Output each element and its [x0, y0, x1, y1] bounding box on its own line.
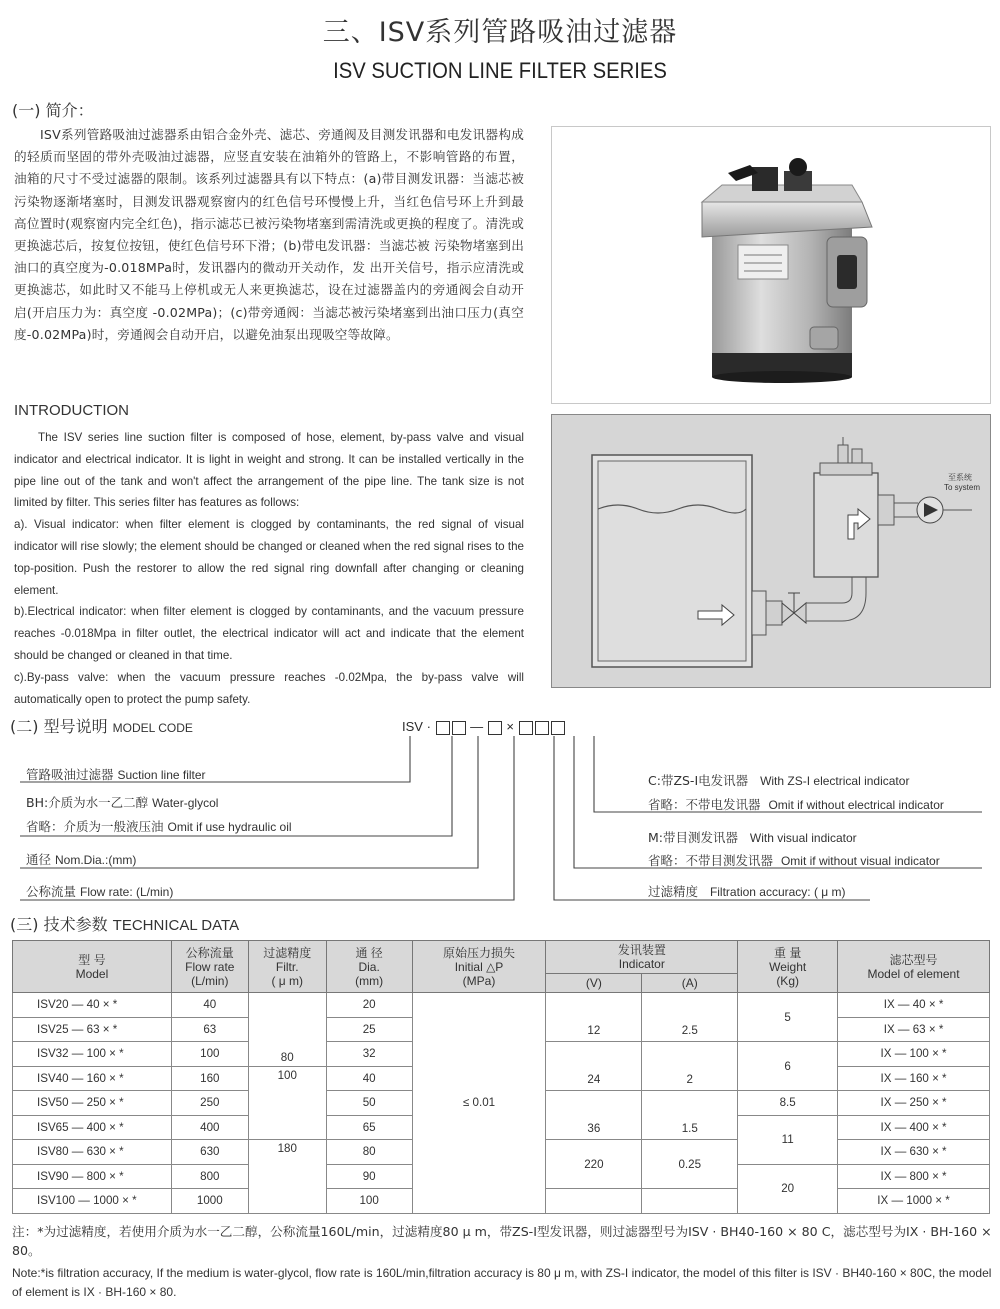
cell-current: 2: [642, 1042, 738, 1091]
th-model-cn: 型 号: [78, 952, 106, 967]
cell-voltage: 36: [546, 1091, 642, 1140]
th-dia-en: Dia.: [358, 959, 380, 974]
cell-pressure: ≤ 0.01: [412, 993, 546, 1214]
cell-weight: 5: [738, 993, 838, 1042]
code-x: ×: [506, 719, 514, 734]
model-code-heading-en: MODEL CODE: [112, 721, 193, 735]
accuracy-cn: 过滤精度: [648, 884, 699, 899]
cell-dia: 25: [326, 1017, 412, 1042]
note-cn: 注：*为过滤精度，若使用介质为水一乙二醇，公称流量160L/min，过滤精度80 μ m，带ZS-I型发讯器，则过滤器型号为ISV · BH40-160 × 80 C，滤芯型号为IX · BH-160 × 80。: [12, 1224, 992, 1258]
cell-element: IX — 630 × *: [838, 1140, 990, 1165]
cell-voltage: 220: [546, 1140, 642, 1189]
cell-model: ISV20 — 40 × *: [13, 993, 172, 1018]
no-electrical-cn: 省略：不带电发讯器: [648, 797, 761, 812]
cell-voltage-empty: [546, 1189, 642, 1214]
tech-data-table: [12, 940, 990, 1214]
cell-dia: 65: [326, 1115, 412, 1140]
suction-filter-cn: 管路吸油过滤器: [26, 767, 114, 782]
cell-flow: 63: [171, 1017, 248, 1042]
cell-model: ISV80 — 630 × *: [13, 1140, 172, 1165]
code-line-electrical: [648, 771, 909, 789]
installation-diagram-svg: [552, 415, 990, 687]
filter-product-image: [552, 127, 990, 403]
cell-dia: 40: [326, 1066, 412, 1091]
cell-current: 2.5: [642, 993, 738, 1042]
th-press-en: Initial △P: [454, 959, 504, 974]
cell-model: ISV100 — 1000 × *: [13, 1189, 172, 1214]
cell-flow: 250: [171, 1091, 248, 1116]
th-elem-cn: 滤芯型号: [889, 952, 938, 967]
note-en: Note:*is filtration accuracy, If the medium is water-glycol, flow rate is 160L/min,filtration accuracy is 80 μ m, with ZS-I indicator, the model of this filter is ISV · BH40-160 × 80C, the model of element is IX · BH-160 × 80.: [12, 1266, 992, 1299]
th-flow: [171, 941, 248, 993]
th-filtr-unit: ( μ m): [271, 973, 304, 988]
intro-en-paragraph-2: a). Visual indicator: when filter element is clogged by contaminants, the red signal of visual indicator will rise slowly; the element should be changed or cleaned when the red signal rises to the top-position. Push the restorer to allow the red signal ring downfall after changing or cleaning element.: [14, 518, 524, 597]
cell-filtr: 180: [248, 1140, 326, 1214]
code-line-water-glycol: [26, 793, 218, 811]
th-weight-cn: 重 量: [773, 945, 802, 960]
code-prefix: ISV ·: [402, 719, 431, 734]
tech-data-heading: [10, 912, 239, 935]
th-press-cn: 原始压力损失: [443, 945, 516, 960]
model-code-heading-cn: (二) 型号说明: [10, 717, 108, 736]
nom-dia-en: Nom.Dia.:(mm): [55, 853, 137, 867]
cell-dia: 100: [326, 1189, 412, 1214]
th-elem-en: Model of element: [867, 966, 960, 981]
hydraulic-oil-cn: 省略：介质为一般液压油: [26, 819, 164, 834]
cell-flow: 40: [171, 993, 248, 1018]
th-filtr-cn: 过滤精度: [263, 945, 312, 960]
th-model-en: Model: [75, 966, 109, 981]
cell-weight: 20: [738, 1164, 838, 1213]
code-dash: —: [470, 719, 484, 734]
code-line-visual: [648, 828, 857, 846]
cell-model: ISV50 — 250 × *: [13, 1091, 172, 1116]
page-title-en: ISV SUCTION LINE FILTER SERIES: [333, 58, 667, 83]
th-filtr-en: Filtr.: [275, 959, 299, 974]
cell-current: 0.25: [642, 1140, 738, 1189]
th-flow-en: Flow rate: [185, 959, 235, 974]
cell-weight: 6: [738, 1042, 838, 1091]
code-line-no-electrical: [648, 795, 944, 813]
code-line-no-visual: [648, 851, 940, 869]
accuracy-en: Filtration accuracy: ( μ m): [709, 885, 846, 899]
flow-rate-cn: 公称流量: [26, 884, 77, 899]
cell-flow: 800: [171, 1164, 248, 1189]
cell-element: IX — 63 × *: [838, 1017, 990, 1042]
th-indicator: [546, 941, 738, 974]
cell-voltage: 24: [546, 1042, 642, 1091]
cell-flow: 400: [171, 1115, 248, 1140]
cell-model: ISV25 — 63 × *: [13, 1017, 172, 1042]
tech-heading-cn: (三) 技术参数: [10, 915, 108, 934]
hydraulic-oil-en: Omit if use hydraulic oil: [167, 820, 292, 834]
installation-diagram: [551, 414, 991, 688]
th-model: [13, 941, 172, 993]
th-element: [838, 941, 990, 993]
table-row: [13, 993, 990, 1018]
cell-current: 1.5: [642, 1091, 738, 1140]
cell-flow: 630: [171, 1140, 248, 1165]
cell-dia: 32: [326, 1042, 412, 1067]
no-visual-en: Omit if without visual indicator: [780, 854, 940, 868]
cell-flow: 1000: [171, 1189, 248, 1214]
cell-flow: 160: [171, 1066, 248, 1091]
no-electrical-en: Omit if without electrical indicator: [768, 798, 944, 812]
intro-en-paragraph-1: The ISV series line suction filter is composed of hose, element, by-pass valve and visual indicator and electrical indicator. It is light in weight and strong. It can be installed vertically in the pipe line out of the tank and won't affect the arrangement of the pipe line. The tank size is not limited by filter. This series filter has features as follows:: [14, 431, 524, 510]
cell-model: ISV32 — 100 × *: [13, 1042, 172, 1067]
introduction-heading: INTRODUCTION: [14, 402, 129, 419]
th-pressure: [412, 941, 546, 993]
cell-flow: 100: [171, 1042, 248, 1067]
cell-element: IX — 1000 × *: [838, 1189, 990, 1214]
nom-dia-cn: 通径: [26, 852, 52, 867]
intro-text-cn: ISV系列管路吸油过滤器系由铝合金外壳、滤芯、旁通阀及目测发讯器和电发讯器构成的轻质而坚固的带外壳吸油过滤器，应竖直安装在油箱外的管路上，不影响管路的布置，油箱的尺寸不受过滤器的限制。该系列过滤器具有以下特点：(a)带目测发讯器：当滤芯被污染物逐渐堵塞时，目测发讯器观察窗内的红色信号环慢慢上升，当红色信号环上升到最高位置时(观察窗内完全红色)，指示滤芯已被污染物堵塞到需清洗或更换的程度了。清洗或更换滤芯后，按复位按钮，使红色信号环下滑；(b)带电发讯器：当滤芯被 污染物堵塞到出油口的真空度为-0.018MPa时，发讯器内的微动开关动作，发 出开关信号，指示应清洗或更换滤芯，如此时又不能马上停机或无人来更换滤芯，设在过滤器盖内的旁通阀会自动开启(开启压力为：真空度 -0.02MPa)；(c)带旁通阀：当滤芯被污染堵塞到出油口压力(真空度-0.02MPa)时，旁通阀会自动开启，以避免油泵出现吸空等故障。: [14, 127, 524, 342]
cell-model: ISV40 — 160 × *: [13, 1066, 172, 1091]
cell-model: ISV90 — 800 × *: [13, 1164, 172, 1189]
page-title-cn: 三、ISV系列管路吸油过滤器: [322, 17, 678, 48]
code-line-hydraulic-oil: [26, 817, 292, 835]
code-line-nom-dia: [26, 850, 136, 868]
cell-element: IX — 40 × *: [838, 993, 990, 1018]
cell-element: IX — 800 × *: [838, 1164, 990, 1189]
th-dia: [326, 941, 412, 993]
intro-en-paragraph-3: b).Electrical indicator: when filter element is clogged by contaminants, and the vacuum pressure reaches -0.018Mpa in filter outlet, the electrical indicator will act and indicate that the element should be changed or cleaned in that time.: [14, 605, 524, 662]
code-line-suction-filter: [26, 765, 206, 783]
water-glycol-cn: BH:介质为水一乙二醇: [26, 795, 149, 810]
cell-element: IX — 100 × *: [838, 1042, 990, 1067]
cell-dia: 90: [326, 1164, 412, 1189]
tech-heading-en: TECHNICAL DATA: [112, 917, 240, 934]
intro-heading: (一) 简介：: [12, 101, 94, 120]
visual-cn: M:带目测发讯器: [648, 830, 738, 845]
cell-dia: 50: [326, 1091, 412, 1116]
code-line-flow-rate: [26, 882, 173, 900]
electrical-en: With ZS-I electrical indicator: [760, 774, 910, 788]
to-system-label-cn: 至系统: [948, 473, 972, 482]
th-dia-cn: 通 径: [355, 945, 383, 960]
product-photo: [551, 126, 991, 404]
th-weight: [738, 941, 838, 993]
th-weight-en: Weight: [769, 959, 807, 974]
cell-dia: 80: [326, 1140, 412, 1165]
cell-element: IX — 400 × *: [838, 1115, 990, 1140]
th-ind-a: (A): [642, 974, 738, 993]
cell-current-empty: [642, 1189, 738, 1214]
th-flow-unit: (L/min): [191, 973, 229, 988]
code-line-accuracy: [648, 882, 846, 900]
th-dia-unit: (mm): [355, 973, 384, 988]
intro-text-en: [14, 427, 524, 710]
no-visual-cn: 省略：不带目测发讯器: [648, 853, 774, 868]
th-weight-unit: (Kg): [776, 973, 799, 988]
to-system-label-en: To system: [944, 483, 981, 492]
th-ind-cn: 发讯装置: [617, 943, 666, 957]
cell-filtr: 80: [248, 993, 326, 1067]
th-ind-en: Indicator: [618, 957, 665, 971]
th-press-unit: (MPa): [462, 973, 496, 988]
electrical-cn: C:带ZS-I电发讯器: [648, 773, 749, 788]
suction-filter-en: Suction line filter: [117, 768, 206, 782]
cell-dia: 20: [326, 993, 412, 1018]
visual-en: With visual indicator: [749, 831, 857, 845]
flow-rate-en: Flow rate: (L/min): [80, 885, 174, 899]
cell-filtr: 100: [248, 1066, 326, 1140]
water-glycol-en: Water-glycol: [152, 796, 219, 810]
intro-en-paragraph-4: c).By-pass valve: when the vacuum pressure reaches -0.02Mpa, the by-pass valve will automatically open to protect the pump safety.: [14, 670, 524, 706]
th-flow-cn: 公称流量: [185, 945, 234, 960]
th-filtr: [248, 941, 326, 993]
cell-element: IX — 160 × *: [838, 1066, 990, 1091]
cell-model: ISV65 — 400 × *: [13, 1115, 172, 1140]
th-ind-v: (V): [546, 974, 642, 993]
cell-element: IX — 250 × *: [838, 1091, 990, 1116]
cell-weight: 8.5: [738, 1091, 838, 1116]
cell-voltage: 12: [546, 993, 642, 1042]
cell-weight: 11: [738, 1115, 838, 1164]
